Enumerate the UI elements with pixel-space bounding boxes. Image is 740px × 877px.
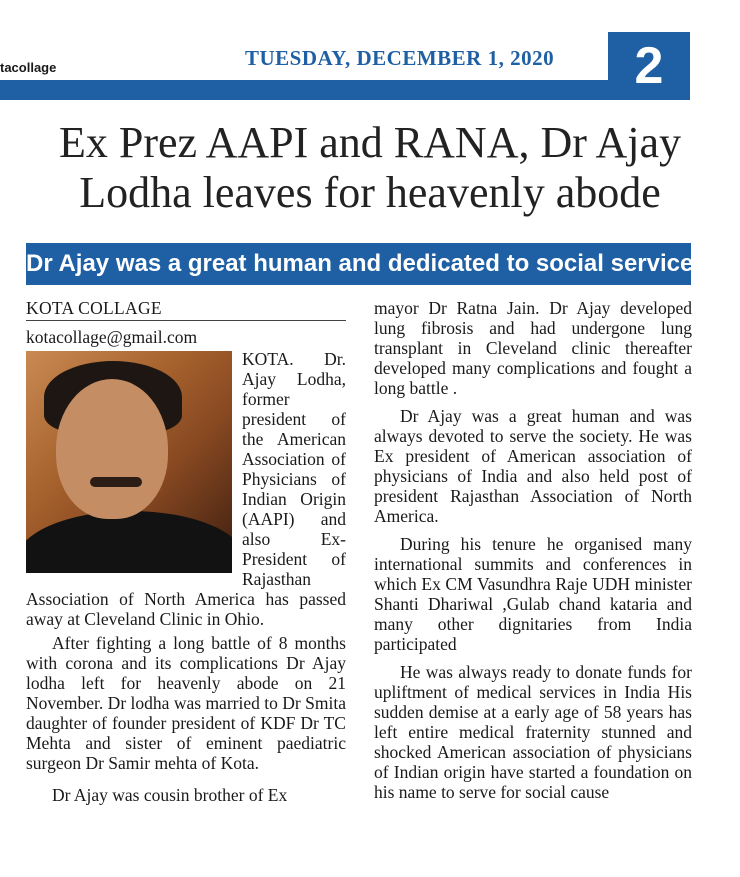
page-number: 2 <box>608 32 690 100</box>
byline-email: kotacollage@gmail.com <box>26 327 198 347</box>
headline: Ex Prez AAPI and RANA, Dr Ajay Lodha leaves for heavenly abode <box>58 118 682 217</box>
portrait-face <box>56 379 168 519</box>
byline-author: KOTA COLLAGE <box>26 298 346 321</box>
portrait-mustache <box>90 477 142 487</box>
portrait-photo <box>26 351 232 573</box>
masthead-rule <box>0 80 608 100</box>
lead-paragraph <box>26 349 346 629</box>
lead-paragraph-text: KOTA. Dr. Ajay Lodha, former president of the American Association of Physicians of Indian Origin (AAPI) and also Ex-President of Rajasthan Association of North America has passed away at Cleveland Clinic in Ohio. <box>26 349 346 629</box>
issue-date: TUESDAY, DECEMBER 1, 2020 <box>245 46 555 70</box>
paragraph-lung-transplant: mayor Dr Ratna Jain. Dr Ajay developed lung fibrosis and had undergone lung transplant in Cleveland clinic thereafter developed many complications and fought a long battle . <box>374 298 692 398</box>
paragraph-cousin: Dr Ajay was cousin brother of Ex <box>52 785 288 805</box>
paragraph-great-human: Dr Ajay was a great human and was always devoted to serve the society. He was Ex president of American association of physicians of India and also held post of president Rajasthan Association of North America. <box>374 406 692 526</box>
publication-label: tacollage <box>0 60 57 75</box>
paragraph-donation: He was always ready to donate funds for upliftment of medical services in India His sudden demise at a early age of 58 years has left entire medical fraternity stunned and shocked American association of physicians of Indian origin have started a foundation on his name to serve for social cause <box>374 662 692 802</box>
article-column-1 <box>26 298 346 805</box>
subheadline-banner: Dr Ajay was a great human and dedicated to social service <box>26 243 691 285</box>
portrait-body <box>26 511 232 573</box>
article-column-2 <box>374 298 692 802</box>
paragraph-tenure: During his tenure he organised many international summits and conferences in which Ex CM Vasundhra Raje UDH minister Shanti Dhariwal ,Gulab chand kataria and many other dignitaries from India participated <box>374 534 692 654</box>
paragraph-battle: After fighting a long battle of 8 months with corona and its complications Dr Ajay lodha left for heavenly abode on 21 November. Dr lodha was married to Dr Smita daughter of founder president of KDF Dr TC Mehta and sister of eminent paediatric surgeon Dr Samir mehta of Kota. <box>26 633 346 773</box>
